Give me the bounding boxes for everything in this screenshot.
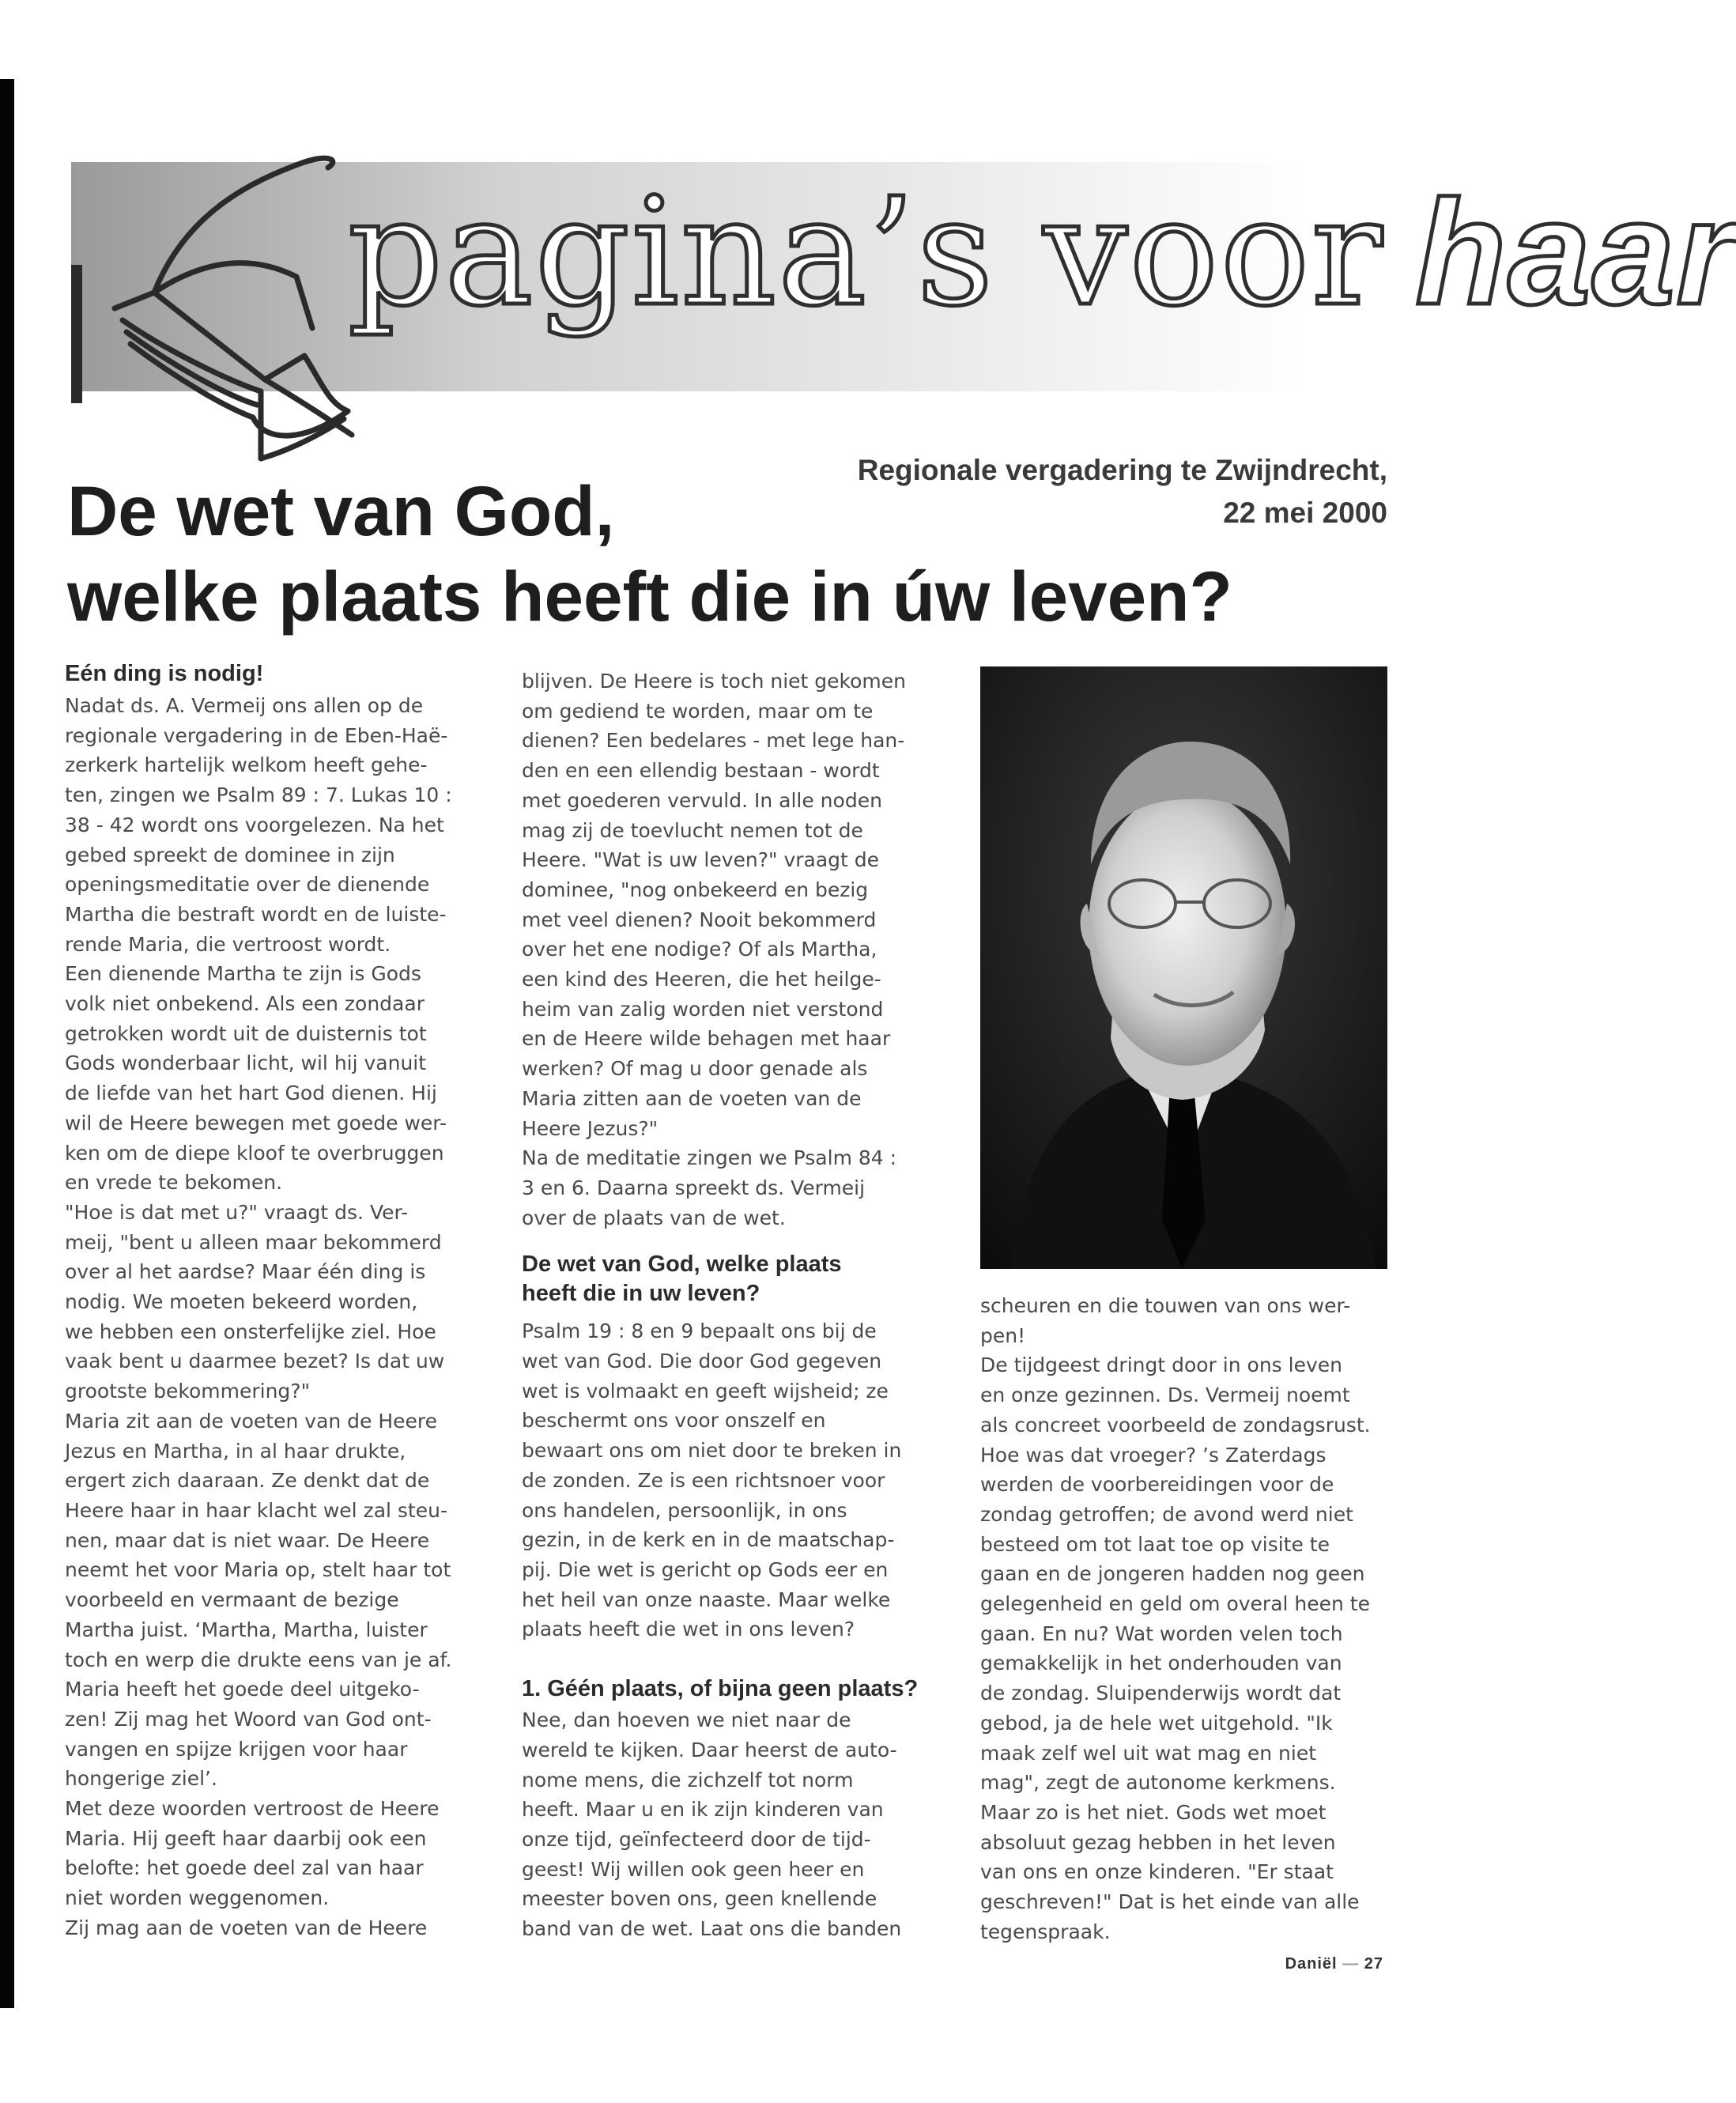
section-title-bold: haar bbox=[1415, 169, 1736, 335]
meeting-location: Regionale vergadering te Zwijndrecht, bbox=[857, 454, 1387, 486]
scan-edge bbox=[0, 79, 14, 2008]
meeting-date: 22 mei 2000 bbox=[1223, 496, 1387, 529]
article-title bbox=[67, 468, 1232, 639]
magazine-name: Daniël bbox=[1285, 1955, 1338, 1973]
article-column-1 bbox=[65, 658, 476, 1943]
column-1-text: Nadat ds. A. Vermeij ons allen op de regionale vergadering in de Eben-Haë- zerkerk hartelijk welkom heeft gehe- ten, zingen we Psalm 89 : 7. Lukas 10 : 38 - 42 wordt ons voorgelezen. Na het gebed spreekt de dominee in zijn openingsmeditatie over de dienende Martha die bestraft wordt en de luiste- rende Maria, die vertroost wordt. Een dienende Martha te zijn is Gods volk niet onbekend. Als een zondaar getrokken wordt uit de duisternis tot Gods wonderbaar licht, wil hij vanuit de liefde van het hart God dienen. Hij wil de Heere bewegen met goede wer- ken om de diepe kloof te overbruggen en vrede te bekomen. "Hoe is dat met u?" vraagt ds. Ver- meij, "bent u alleen maar bekommerd over al het aardse? Maar één ding is nodig. We moeten bekeerd worden, we hebben een onsterfelijke ziel. Hoe vaak bent u daarmee bezet? Is dat uw grootste bekommering?" Maria zit aan de voeten van de Heere Jezus en Martha, in al haar drukte, ergert zich daaraan. Ze denkt dat de Heere haar in haar klacht wel zal steu- nen, maar dat is niet waar. De Heere neemt het voor Maria op, stelt haar tot voorbeeld en vermaant de bezige Martha juist. ‘Martha, Martha, luister toch en werp die drukte eens van je af. Maria heeft het goede deel uitgeko- zen! Zij mag het Woord van God ont- vangen en spijze krijgen voor haar hongerige ziel’. Met deze woorden vertroost de Heere Maria. Hij geeft haar daarbij ook een belofte: het goede deel zal van haar niet worden weggenomen. Zij mag aan de voeten van de Heere bbox=[65, 694, 452, 1939]
column-3-text: scheuren en die touwen van ons wer- pen! De tijdgeest dringt door in ons leven en onze gezinnen. Ds. Vermeij noemt als concreet voorbeeld de zondagsrust. Hoe was dat vroeger? ’s Zaterdags werden de voorbereidingen voor de zondag getroffen; de avond werd niet besteed om tot laat toe op visite te gaan en de jongeren hadden nog geen gelegenheid en geld om overal heen te gaan. En nu? Wat worden velen toch gemakkelijk in het onderhouden van de zondag. Sluipenderwijs wordt dat gebod, ja de hele wet uitgehold. "Ik maak zelf wel uit wat mag en niet mag", zegt de autonome kerkmens. Maar zo is het niet. Gods wet moet absoluut gezag hebben in het leven van ons en onze kinderen. "Er staat geschreven!" Dat is het einde van alle tegenspraak. bbox=[980, 1294, 1371, 1943]
subheading-geen-plaats: 1. Géén plaats, of bijna geen plaats? bbox=[522, 1676, 919, 1702]
subheading-wet-van-god: De wet van God, welke plaats heeft die in uw leven? bbox=[522, 1252, 842, 1307]
footer-separator: — bbox=[1342, 1955, 1360, 1973]
article-title-line2: welke plaats heeft die in úw leven? bbox=[67, 557, 1232, 636]
section-title bbox=[348, 166, 1736, 339]
page-footer bbox=[1285, 1955, 1383, 1973]
column-2-text-a: blijven. De Heere is toch niet gekomen om gediend te worden, maar om te dienen? Een bedelares - met lege han- den en een ellendig bestaan - wordt met goederen vervuld. In alle noden mag zij de toevlucht nemen tot de Heere. "Wat is uw leven?" vraagt de dominee, "nog onbekeerd en bezig met veel dienen? Nooit bekommerd over het ene nodige? Of als Martha, een kind des Heeren, die het heilge- heim van zalig worden niet verstond en de Heere wilde behagen met haar werken? Of mag u door genade als Maria zitten aan de voeten van de Heere Jezus?" Na de meditatie zingen we Psalm 84 : 3 en 6. Daarna spreekt ds. Vermeij over de plaats van de wet. bbox=[522, 670, 906, 1229]
column-2-text-c: Nee, dan hoeven we niet naar de wereld te kijken. Daar heerst de auto- nome mens, die zichzelf tot norm heeft. Maar u en ik zijn kinderen van onze tijd, geïnfecteerd door de tijd- geest! Wij willen ook geen heer en meester boven ons, geen knellende band van de wet. Laat ons die banden bbox=[522, 1708, 902, 1941]
section-title-light: pagina’s voor bbox=[348, 166, 1384, 339]
page-number: 27 bbox=[1364, 1955, 1383, 1973]
portrait-photo bbox=[980, 666, 1387, 1269]
article-column-2 bbox=[522, 666, 933, 1944]
article-column-3 bbox=[980, 1291, 1391, 1946]
article-title-line1: De wet van God, bbox=[67, 471, 615, 550]
subheading-een-ding: Eén ding is nodig! bbox=[65, 661, 264, 686]
column-2-text-b: Psalm 19 : 8 en 9 bepaalt ons bij de wet van God. Die door God gegeven wet is volmaakt en geeft wijsheid; ze beschermt ons voor onszelf en bewaart ons om niet door te breken in de zonden. Ze is een richtsnoer voor ons handelen, persoonlijk, in ons gezin, in de kerk en in de maatschap- pij. Die wet is gericht op Gods eer en het heil van onze naaste. Maar welke plaats heeft die wet in ons leven? bbox=[522, 1320, 902, 1641]
